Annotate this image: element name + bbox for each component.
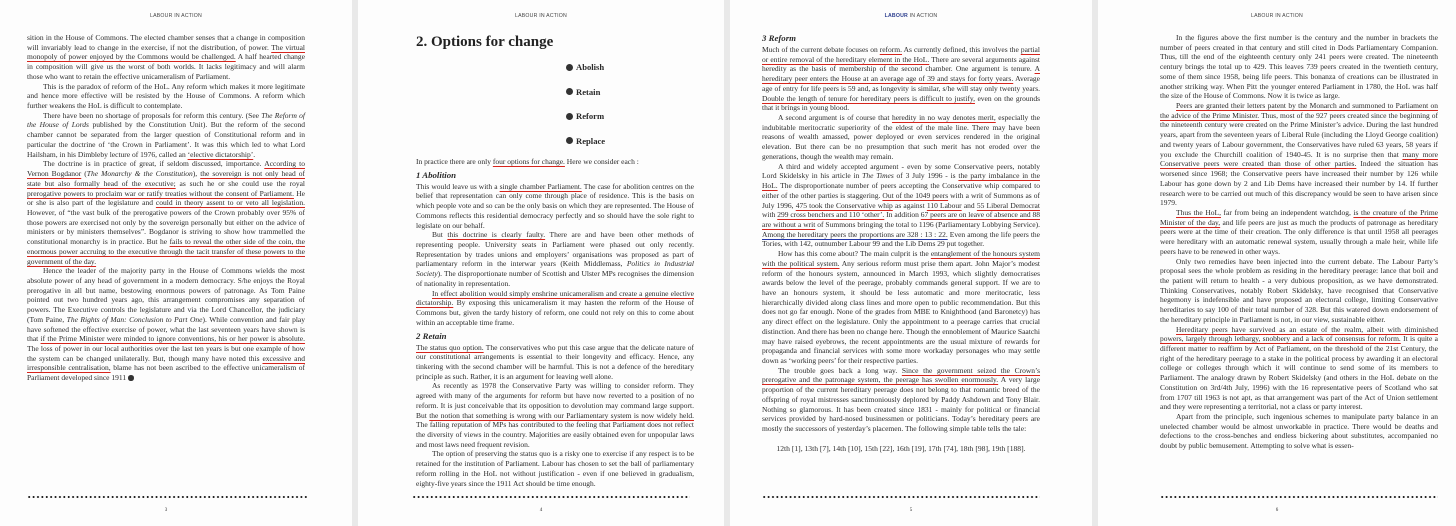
page-3 bbox=[0, 0, 352, 526]
text-run: A second argument is of course that bbox=[778, 113, 892, 123]
paragraph bbox=[416, 230, 694, 288]
text-run: ). While convention and fair play have softened the effective exercise of power, what the last seventeen years have shown is that bbox=[27, 314, 305, 344]
century-peer-table: 12th [1], 13th [7], 14th [10], 15th [22], 16th [19], 17th [74], 18th [98], 19th [188]. bbox=[776, 443, 1026, 453]
text-run: The loss of power in our local authorities over the last ten years is but one example of how the system can be changed unilaterally. But, though many have noted this bbox=[27, 344, 305, 363]
dotted-rule bbox=[1160, 495, 1438, 499]
option-item bbox=[566, 104, 694, 129]
text-run: . bbox=[253, 149, 256, 159]
page-number: 4 bbox=[539, 508, 543, 513]
paragraph bbox=[416, 157, 694, 167]
italic-title: The Times bbox=[862, 171, 894, 181]
page-body bbox=[762, 30, 1040, 453]
text-run: In addition bbox=[884, 210, 921, 220]
page-6 bbox=[1098, 0, 1456, 526]
highlighted-text-red: many more Conservative peers were created than those of other parties. bbox=[1160, 149, 1438, 169]
subsection-heading: 1 Abolition bbox=[416, 169, 457, 180]
paragraph bbox=[1160, 208, 1438, 257]
text-run: The conservatives who put this case argue that the delicate nature of our constitutional arrangements is essential to their longevity and efficacy. Hence, any tinkering with the second chamber will be harmful. This is not a defence of the hereditary principle as such. Rather, it is an argument for leaving well alone. bbox=[416, 342, 694, 381]
bullet-icon bbox=[566, 137, 573, 144]
text-run: There are several arguments against heredity as the basis of membership of the second chamber. One argument is tenure. bbox=[762, 54, 1041, 74]
text-run: especially the indubitable meritocratic superiority of the eldest of the male line. There may have been reasons of wealth amassed, power deployed or even services rendered in the original elevation. But there can be no presumption that such merit has not eroded over the generations, though the wealth may remain. bbox=[762, 113, 1041, 161]
text-run: There have been no shortage of proposals for reform this century. (See bbox=[43, 110, 262, 120]
highlighted-text-red: Double the length of tenure for hereditary peers is difficult to justify, bbox=[762, 93, 975, 103]
highlighted-text-red: Since the government seized the Crown’s prerogative and the patronage system, the peerage has swollen enormously. bbox=[762, 365, 1041, 385]
text-run: How has this come about? The main culprit is the bbox=[778, 249, 931, 259]
highlighted-text-red: four options for change. bbox=[492, 157, 565, 166]
text-run: and life peers are just as much the products of patronage as hereditary peers were at the time of their creation. The only difference is that until 1958 all peerages were hereditary with an automatic renewal system, usually through a male heir, while life peers have to be renewed in other ways. bbox=[1160, 217, 1438, 256]
text-run: Apart from the principle, such ingenious schemes to manipulate party balance in an unelected chamber would be almost unworkable in practice. There would be deaths and defections to the cross-benches and endless bickering about substitutes, accompanied no doubt by public bemusement. Attempting to solve what is essen- bbox=[1160, 412, 1438, 451]
running-header: LABOUR IN ACTION bbox=[884, 13, 938, 19]
text-run: even on the grounds that it brings in young blood. bbox=[762, 93, 1040, 113]
text-run: Even among the life peers the Tories, with 142, outnumber Labour 99 and the Lib Dems 29 put together. bbox=[762, 229, 1041, 249]
highlighted-text-red: prerogative powers to proclaim war or ratify treaties without the consent of Parliament. bbox=[27, 188, 294, 198]
running-header: LABOUR IN ACTION bbox=[150, 13, 202, 19]
text-run: This would leave us with a bbox=[416, 181, 500, 191]
text-run: By exposing this unicameralism it may hasten the reform of the House of Commons but, given the tardy history of reform, one could not rely on this to come about within an acceptable time frame. bbox=[416, 298, 694, 327]
paragraph bbox=[1160, 101, 1438, 208]
options-list bbox=[566, 55, 694, 153]
text-run: Here we consider each : bbox=[564, 157, 639, 166]
option-label: Retain bbox=[576, 86, 601, 97]
highlighted-text-red: excessive and irresponsible centralisation, bbox=[27, 353, 305, 373]
highlighted-text-red: heredity in no way denotes merit, bbox=[891, 113, 996, 123]
highlighted-text-red: Out of the 1049 peers bbox=[882, 190, 949, 200]
text-run: ( bbox=[81, 169, 87, 179]
text-run: A third and widely accepted argument - even by some Conservative peers, notably Lord Skidelsky in his article in bbox=[762, 161, 1040, 181]
highlighted-text-red: could in theory assent to or veto all legislation. bbox=[155, 198, 305, 208]
text-run: published by the Constitution Unit). But the reform of the second chamber cannot be separated from the larger question of Constitutional reform and in particular the doctrine of ‘the Crown in Parliament’. It was this which led to what Lord Hailsham, in his Dimbleby lecture of 1976, called an bbox=[27, 120, 306, 159]
highlighted-text-red: 299 cross benchers and 110 ‘other’. bbox=[777, 210, 885, 220]
text-run: The doctrine is in practice of great, if seldom discussed, importance. bbox=[43, 159, 265, 169]
text-run: Any serious reform must prise them apart. John Major’s modest reform of the honours system, announced in March 1993, which slightly democratises awards below the level of the peerage, probably commands general support. If we are to have an honours system, it should be less automatic and more meritocratic, less hierarchically divided along class lines and more open to public recommendation. But this does not go far enough. None of the grades from MBE to Knighthood (and Baronetcy) has any direct effect on the legislature. Only the appointment to a peerage carries that crucial distinction. And there has been no change here. Though the ennoblement of Maurice Saatchi may have raised eyebrows, the recent appointments are the usual mixture of rewards for propaganda and financial services with some more workaday personages who may settle down as ‘working peers’ for their respective parties. bbox=[762, 258, 1040, 365]
text-run: Thus, most of the 927 peers created since the beginning of the nineteenth century were created on the Prime Minister’s advice. During the last hundred years, apart from the seventeen years of Liberal Rule (including the Lloyd George coalition) and twenty years of Labour government, the Conservatives have ruled 63 years, 58 years if you exclude the Churchill coalition of 1940-45. It is no surprise then that bbox=[1160, 110, 1438, 159]
text-run: ). The disproportionate number of Scottish and Ulster MPs recognises the dimension of nationality in representation. bbox=[416, 269, 694, 288]
page-5 bbox=[730, 0, 1092, 526]
text-run: Much of the current debate focuses on bbox=[762, 45, 880, 54]
text-run: blame has not been ascribed to the effective unicameralism of Parliament developed since 1911 bbox=[27, 363, 305, 383]
highlighted-text-red: 67 peers are on leave of absence and 88 are without a writ bbox=[762, 210, 1040, 229]
highlighted-text-red: if the Prime Minister were minded to ignore conventions, his or her power is absolute. bbox=[40, 334, 306, 344]
text-run: far from being an independent watchdog, bbox=[1220, 207, 1354, 217]
dotted-rule bbox=[412, 495, 690, 499]
text-run: The trouble goes back a long way. bbox=[778, 365, 902, 375]
italic-title: The Reform of the House of Lords bbox=[27, 110, 305, 130]
option-item bbox=[566, 129, 694, 154]
paragraph bbox=[416, 289, 694, 328]
text-run: Only two remedies have been injected into the current debate. The Labour Party’s proposal sees the whole problem as residing in the hereditary peerage: lance that boil and the patient will return to health - a very dubious proposition, as we have demonstrated. Thinking Conservatives, notably Robert Skidelsky, have recognised that Conservative hegemony is indefensible and have proposed an electoral college, limiting Conservative hereditaries to say 100 of their total number of 328. But this watered down endorsement of the hereditary principle in Parliament is not, in our view, sustainable either. bbox=[1160, 256, 1438, 324]
bullet-icon bbox=[566, 88, 573, 95]
paragraph bbox=[27, 159, 305, 266]
text-run: There are and have been other methods of representing people. University seats in Parliament were phased out only recently. Representation by trades unions and employers’ organisations was proposed as part of parliamentary reform in the interwar years (Keith Middlemass, bbox=[416, 230, 694, 269]
text-run: ), bbox=[192, 169, 201, 179]
text-run: The case for abolition centres on the belief that representation can only come through place of residence. This is the basis on which people vote and so can be the only basis on which they are represented. The House of Commons reflects this residential democracy perfectly and so should have the sole right to legislate on our behalf. bbox=[416, 181, 694, 230]
option-item bbox=[566, 55, 694, 80]
paragraph bbox=[416, 182, 694, 231]
text-run: The falling reputation of MPs has contributed to the feeling that Parliament does not reflect the diversity of views in the country. Majorities are easily obtained even for unpopular laws and most laws need frequent revision. bbox=[416, 420, 694, 449]
subsection-heading: 3 Reform bbox=[762, 33, 796, 43]
paragraph bbox=[1160, 325, 1438, 412]
highlighted-text-red: entanglement of the honours system with the political system. bbox=[762, 249, 1041, 268]
highlighted-text-red: Peers are granted their letters patent by the Monarch and summoned to Parliament on the advice of the Prime Minister. bbox=[1160, 101, 1438, 120]
text-run: A half hearted change in composition will give us the worst of both worlds. It lacks legitimacy and will alarm those who want to retain the effective unicameralism of Parliament. bbox=[27, 52, 305, 81]
page-number: 5 bbox=[909, 508, 913, 513]
running-header: LABOUR IN ACTION bbox=[1251, 13, 1303, 19]
text-run: of Summons bringing the total to 1196 (Parliamentary Lobbying Service). bbox=[815, 219, 1041, 229]
text-run: This is the paradox of reform of the HoL. Any reform which makes it more legitimate and hence more effective will be resisted by the House of Commons. A reform which further weakens the HoL is difficult to contemplate. bbox=[27, 81, 305, 111]
page-body bbox=[1160, 33, 1438, 451]
text-run: As currently defined, this involves the bbox=[902, 45, 1021, 54]
bullet-icon bbox=[566, 113, 573, 120]
highlighted-text-red: The virtual monopoly of power enjoyed by the Commons would be challenged. bbox=[27, 42, 305, 62]
text-run: Indeed the situation has worsened since 1968; the Conservative peers have increased their number by 126 while Labour has gone down by 2 and Lib Dems have increased their number by 14. If further research were to be carried out much of this discrepancy would be seen to have arisen since 1979. bbox=[1160, 159, 1438, 208]
text-run: But bbox=[432, 230, 448, 240]
paragraph bbox=[27, 111, 305, 160]
text-run: A very large proportion of the current hereditary peerage does not belong to that romantic breed of the offspring of royal mistresses sanctimoniously deplored by Paddy Ashdown and Tony Blair. Nothing so glamorous. It has been created since 1831 - mainly for political or financial services provided by hard-nosed businessmen or politicians. Today’s hereditary peers are mostly the successors of yesterday’s placemen. The following simple table tells the tale: bbox=[762, 375, 1040, 434]
highlighted-text-red: 110 Labour bbox=[926, 200, 962, 210]
dotted-rule bbox=[762, 495, 1040, 499]
text-run: In the figures above the first number is the century and the number in brackets the number of peers created in that century and still cited in Dods Parliamentary Companion. Thus, till the end of the eighteenth century only 241 peers were created. The nineteenth century brings the total up to 429. This leaves 739 peers created in the twentieth century, some of them since 1958, being life peers. This bonanza of creations can be illustrated in another striking way. When Pitt the younger entered Parliament in 1780, the HoL was half the size of the House of Commons. Now it is twice as large. bbox=[1160, 33, 1438, 101]
highlighted-text-red: the party imbalance in the HoL. bbox=[762, 171, 1041, 191]
text-run: The disproportionate number of peers accepting the Conservative whip compared to either of the other parties is staggering. bbox=[762, 181, 1040, 200]
italic-title: Politics in Industrial Society bbox=[416, 259, 694, 279]
highlighted-text-red: the sovereign is not only head of state but also formally head of the executive; bbox=[27, 169, 305, 188]
page-number: 3 bbox=[164, 508, 168, 513]
highlighted-text-red: fails to reveal the other side of the coin, the enormous power accruing to the executive through the tacit transfer of these powers to the government of the day. bbox=[27, 237, 305, 266]
paragraph bbox=[27, 33, 305, 82]
highlighted-text-red: Hereditary peers have survived as an estate of the realm, albeit with diminished powers, largely through lethargy, snobbery and a lack of consensus for reform. bbox=[1160, 324, 1438, 344]
text-run: Hence the leader of the majority party in the House of Commons wields the most absolute power of any head of government in a modern democracy. S/he enjoys the Royal prerogative in all but name, bestowing enormous powers of patronage. As Tom Paine pointed out two hundred years ago, this arrangement compromises any separation of powers. The Executive controls the legislature and via the Lord Chancellor, the judiciary (Tom Paine, bbox=[27, 266, 305, 324]
text-run: with a writ of Summons as of July 1996, bbox=[762, 190, 1041, 210]
paragraph bbox=[762, 113, 1040, 162]
paragraph bbox=[416, 343, 694, 382]
paragraph bbox=[1160, 412, 1438, 451]
highlighted-text-red: this doctrine is clearly faulty. bbox=[447, 230, 546, 240]
highlighted-text-red: 475 took the Conservative whip bbox=[795, 200, 893, 210]
end-mark-icon bbox=[128, 375, 134, 381]
highlighted-text-red: According to Vernon Bogdanor bbox=[27, 159, 305, 179]
text-run: and bbox=[961, 200, 977, 210]
italic-title: The Monarchy & the Constitution bbox=[86, 169, 193, 179]
option-label: Reform bbox=[576, 111, 605, 121]
highlighted-text-red: single chamber Parliament. bbox=[499, 181, 582, 191]
highlighted-text-red: is the creature of the Prime Minister of the day, bbox=[1160, 207, 1438, 227]
highlighted-text-red: reform. bbox=[879, 45, 903, 54]
paragraph bbox=[416, 449, 694, 488]
text-run: As recently as 1978 the Conservative Party was willing to consider reform. They agreed with many of the arguments for reform but have now reverted to a position of no reform. It is just conceivable that its opposition to devolution may command large support. But bbox=[416, 381, 694, 420]
italic-title: The Rights of Man: Conclusion to Part One bbox=[66, 314, 203, 324]
paragraph bbox=[1160, 257, 1438, 325]
page-body bbox=[27, 33, 305, 383]
text-run: with bbox=[762, 210, 778, 220]
page-4 bbox=[358, 0, 724, 526]
highlighted-text-red: partial or entire removal of the hereditary element in the HoL. bbox=[762, 45, 1040, 64]
page-body bbox=[416, 33, 694, 488]
dotted-rule bbox=[27, 495, 307, 499]
highlighted-text-red: In effect abolition would simply enshrine unicameralism and create a genuine elective dictatorship. bbox=[416, 288, 694, 308]
text-run: sition in the House of Commons. The elected chamber senses that a change in composition will invariably lead to change in the exercise, if not the distribution, of power. bbox=[27, 33, 305, 52]
option-item bbox=[566, 80, 694, 105]
text-run: The option of preserving the status quo is a risky one to exercise if any respect is to be retained for the institution of Parliament. Labour has chosen to set the ball of parliamentary reform rolling in the HoL not without justification - even if one believed in gradualism, eighty-five years since the 1911 Act should be time enough. bbox=[416, 449, 694, 488]
paragraph bbox=[27, 82, 305, 111]
text-run: of 3 July 1996 - is bbox=[893, 171, 959, 181]
running-header: LABOUR IN ACTION bbox=[515, 13, 567, 19]
text-run: as against bbox=[892, 200, 927, 210]
subsection-heading: 2 Retain bbox=[416, 330, 447, 341]
text-run: In practice there are only bbox=[416, 157, 493, 166]
option-label: Abolish bbox=[576, 62, 605, 72]
highlighted-text-red: 55 Liberal Democrat bbox=[976, 200, 1040, 210]
text-run: He or she is also part of the legislature and bbox=[27, 188, 306, 208]
highlighted-text-red: Thus the HoL, bbox=[1176, 207, 1221, 217]
paragraph bbox=[1160, 33, 1438, 101]
text-run: Average age of entry for life peers is 59 and, as longevity is similar, s/he will stay only twenty years. bbox=[762, 74, 1040, 93]
highlighted-text-red: The status quo option. bbox=[416, 342, 484, 352]
text-run: However, of “the vast bulk of the prerogative powers of the Crown probably over 95% of those powers are exercised not only by the sovereign personally but either on the advice of ministers or by ministers themselves”. Bogdanor is striving to show how trammelled the constitutional monarchy is in practice. But he bbox=[27, 207, 305, 247]
page-number: 6 bbox=[1275, 508, 1279, 513]
text-run: It is quite a different matter to reaffirm by Act of Parliament, on the threshold of the 21st Century, the right of the hereditary peerage to a stake in the political process by awarding it an electoral college or colleges through which it will continue to send some of its members to Parliament. The analogy drawn by Robert Skidelsky (and others in the HoL debate on the Constitution on 3rd/4th July, 1996) with the 16 representative peers of Scotland who sat from 1707 till 1963 is not apt, as that arrangement was part of the Act of Union settlement and they were representing a territorial, not a class or party interest. bbox=[1160, 334, 1438, 412]
bullet-icon bbox=[566, 64, 573, 71]
paragraph bbox=[762, 249, 1040, 366]
option-label: Replace bbox=[576, 135, 606, 146]
paragraph bbox=[27, 266, 305, 383]
highlighted-text-red: ‘elective dictatorship’ bbox=[187, 149, 254, 159]
highlighted-text-blue: Among the hereditary peers the proportions are 328 : 13 : 22. bbox=[762, 229, 948, 239]
paragraph bbox=[762, 366, 1040, 434]
highlighted-text-red: A hereditary peer enters the House at an average age of 39 and stays for forty years. bbox=[762, 64, 1040, 84]
paragraph bbox=[762, 45, 1040, 113]
paragraph bbox=[416, 381, 694, 449]
section-title: 2. Options for change bbox=[416, 34, 554, 50]
highlighted-text-red: the notion that something is wrong with our Parliamentary system is now widely held. bbox=[429, 410, 694, 420]
text-run: as such he or she could use the royal bbox=[175, 178, 305, 188]
paragraph bbox=[762, 162, 1040, 249]
